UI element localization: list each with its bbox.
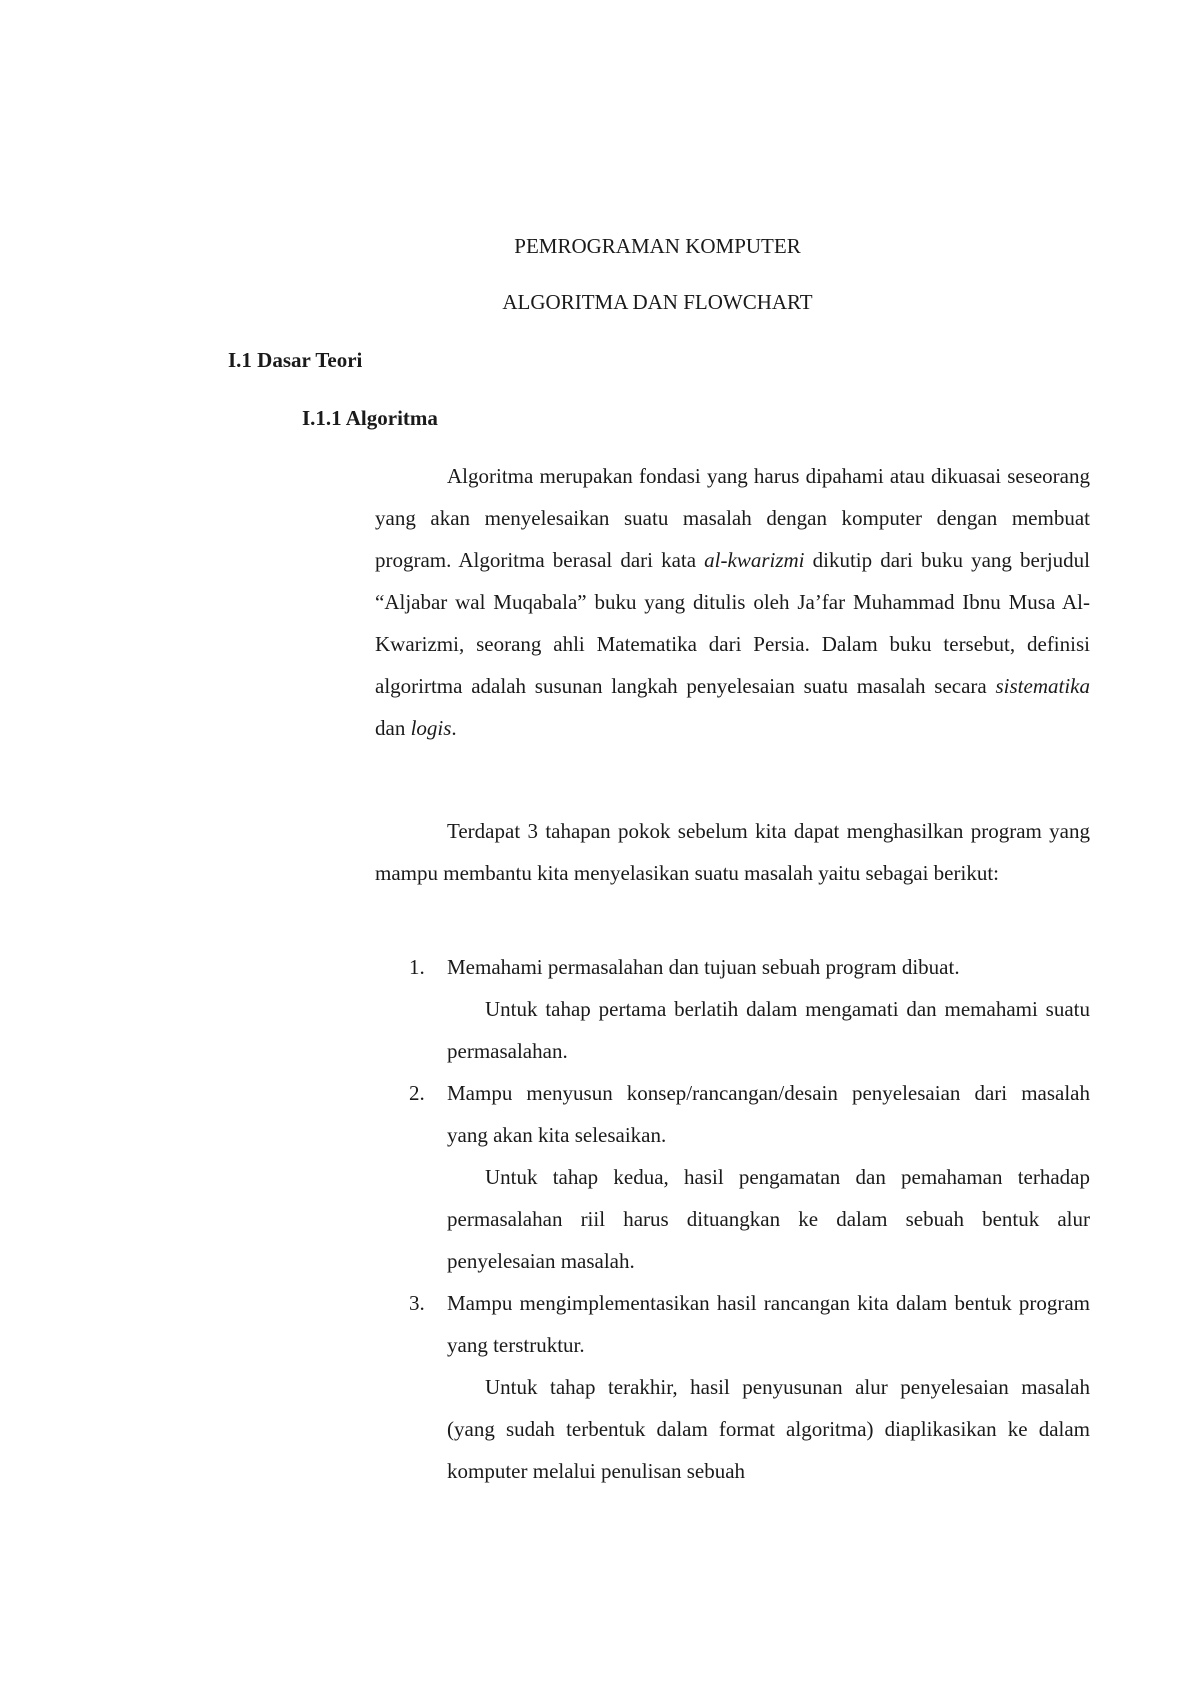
paragraph-tahapan-intro: Terdapat 3 tahapan pokok sebelum kita dapat menghasilkan program yang mampu membantu kita menyelasikan suatu masalah yaitu sebagai berikut: — [375, 819, 1090, 885]
paragraph-algoritma-definition — [375, 455, 1090, 749]
list-item — [409, 1072, 1090, 1282]
list-number: 2. — [409, 1081, 425, 1105]
subsection-heading: I.1.1 Algoritma — [302, 406, 438, 430]
paragraph-text: dan — [375, 716, 411, 740]
list-item-subtext: Untuk tahap pertama berlatih dalam mengamati dan memahami suatu permasalahan. — [447, 997, 1090, 1063]
italic-term: al-kwarizmi — [704, 548, 805, 572]
paragraph-text: Algoritma merupakan fondasi yang harus dipahami atau dikuasai seseorang yang akan menyelesaikan suatu masalah dengan komputer dengan membuat program. Algoritma berasal dari kata — [375, 464, 1090, 572]
list-item — [409, 946, 1090, 1072]
list-item-subtext: Untuk tahap terakhir, hasil penyusunan alur penyelesaian masalah (yang sudah terbentuk dalam format algoritma) diaplikasikan ke dalam komputer melalui penulisan sebuah — [447, 1375, 1090, 1483]
list-item — [409, 1282, 1090, 1492]
list-number: 1. — [409, 955, 425, 979]
list-number: 3. — [409, 1291, 425, 1315]
italic-term: logis — [410, 716, 452, 740]
document-subtitle: ALGORITMA DAN FLOWCHART — [502, 290, 813, 314]
list-item-text: Mampu menyusun konsep/rancangan/desain penyelesaian dari masalah yang akan kita selesaikan. — [447, 1081, 1090, 1147]
list-item-text: Mampu mengimplementasikan hasil rancangan kita dalam bentuk program yang terstruktur. — [447, 1291, 1090, 1357]
paragraph-text: . — [451, 716, 457, 740]
list-item-text: Memahami permasalahan dan tujuan sebuah program dibuat. — [447, 955, 960, 979]
section-heading: I.1 Dasar Teori — [228, 348, 363, 372]
list-item-subtext: Untuk tahap kedua, hasil pengamatan dan pemahaman terhadap permasalahan riil harus dituangkan ke dalam sebuah bentuk alur penyelesaian masalah. — [447, 1165, 1090, 1273]
paragraph-text: dikutip dari buku yang berjudul “Aljabar wal Muqabala” buku yang ditulis oleh Ja’far Muhammad Ibnu Musa Al-Kwarizmi, seorang ahli Matematika dari Persia. Dalam buku tersebut, definisi algorirtma adalah susunan langkah penyelesaian suatu masalah secara — [375, 548, 1090, 698]
document-title: PEMROGRAMAN KOMPUTER — [514, 234, 801, 258]
italic-term: sistematika — [995, 674, 1090, 698]
